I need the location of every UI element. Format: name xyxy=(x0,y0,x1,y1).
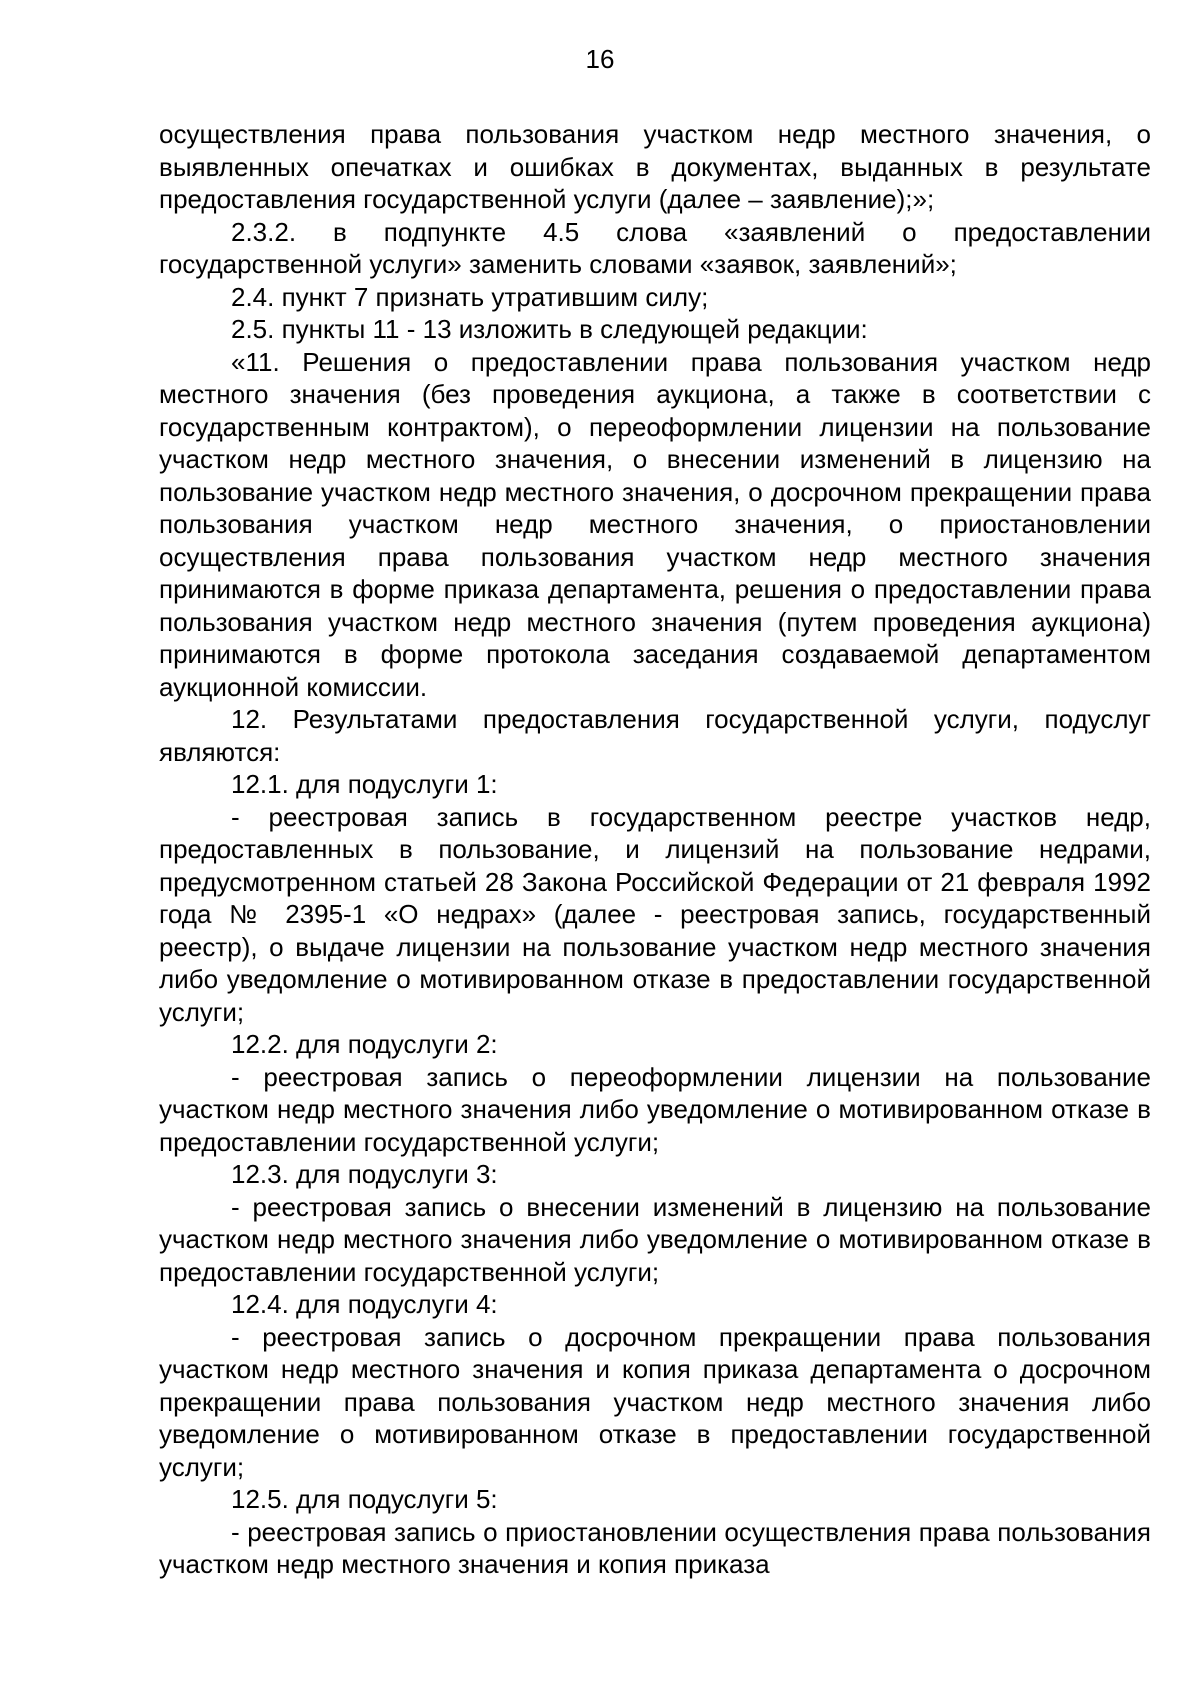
paragraph-12-4-item: - реестровая запись о досрочном прекращении права пользования участком недр местного значения и копия приказа департамента о досрочном прекращении права пользования участком недр местного значения либо уведомление о мотивированном отказе в предоставлении государственной услуги; xyxy=(159,1321,1151,1482)
paragraph-12-2: 12.2. для подуслуги 2: xyxy=(231,1029,498,1059)
paragraph-12-3-item: - реестровая запись о внесении изменений в лицензию на пользование участком недр местного значения либо уведомление о мотивированном отказе в предоставлении государственной услуги; xyxy=(159,1191,1151,1287)
paragraph-12-1: 12.1. для подуслуги 1: xyxy=(231,769,498,799)
paragraph-12-4: 12.4. для подуслуги 4: xyxy=(231,1289,498,1319)
paragraph-12-3: 12.3. для подуслуги 3: xyxy=(231,1159,498,1189)
paragraph-continuation: осуществления права пользования участком недр местного значения, о выявленных опечатках и ошибках в документах, выданных в результате предоставления государственной услуги (далее – заявление);»; xyxy=(159,119,1151,214)
paragraph-2-4: 2.4. пункт 7 признать утратившим силу; xyxy=(231,281,709,312)
paragraph-12: 12. Результатами предоставления государственной услуги, подуслуг являются: xyxy=(159,704,1151,767)
paragraph-2-3-2: 2.3.2. в подпункте 4.5 слова «заявлений о предоставлении государственной услуги» заменить словами «заявок, заявлений»; xyxy=(159,216,1151,279)
paragraph-2-5: 2.5. пункты 11 - 13 изложить в следующей редакции: xyxy=(231,314,868,344)
paragraph-12-5-item: - реестровая запись о приостановлении осуществления права пользования участком недр местного значения и копия приказа xyxy=(159,1516,1151,1579)
paragraph-11: «11. Решения о предоставлении права пользования участком недр местного значения (без проведения аукциона, а также в соответствии с государственным контрактом), о переоформлении лицензии на пользование участком недр местного значения, о внесении изменений в лицензию на пользование участком недр местного значения, о досрочном прекращении права пользования участком недр местного значения, о приостановлении осуществления права пользования участком недр местного значения принимаются в форме приказа департамента, решения о предоставлении права пользования участком недр местного значения (путем проведения аукциона) принимаются в форме протокола заседания создаваемой департаментом аукционной комиссии. xyxy=(159,346,1151,702)
document-body xyxy=(159,118,1151,1581)
paragraph-12-5: 12.5. для подуслуги 5: xyxy=(231,1484,498,1514)
paragraph-12-2-item: - реестровая запись о переоформлении лицензии на пользование участком недр местного значения либо уведомление о мотивированном отказе в предоставлении государственной услуги; xyxy=(159,1061,1151,1157)
paragraph-12-1-item: - реестровая запись в государственном реестре участков недр, предоставленных в пользование, и лицензий на пользование недрами, предусмотренном статьей 28 Закона Российской Федерации от 21 февраля 1992 года № 2395-1 «О недрах» (далее - реестровая запись, государственный реестр), о выдаче лицензии на пользование участком недр местного значения либо уведомление о мотивированном отказе в предоставлении государственной услуги; xyxy=(159,801,1151,1027)
page-number: 16 xyxy=(585,44,615,74)
